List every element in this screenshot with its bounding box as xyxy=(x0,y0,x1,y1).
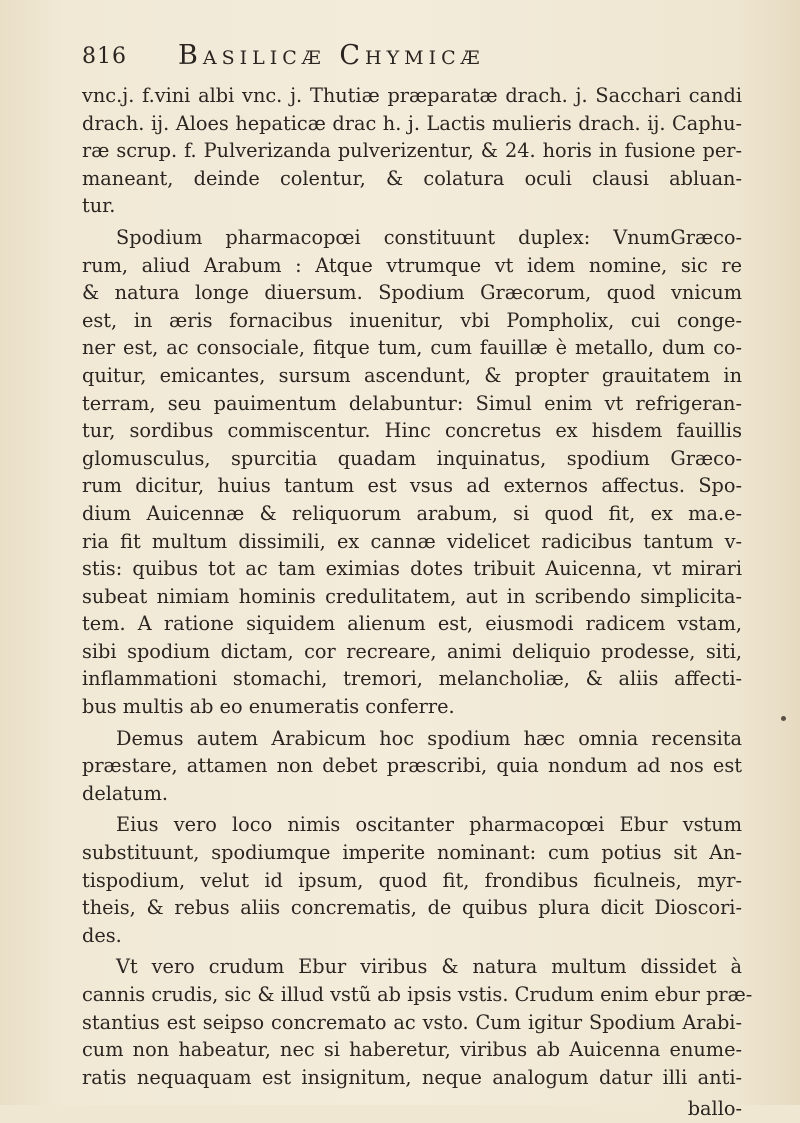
text-line: tispodium, velut id ipsum, quod fit, frondibus ficulneis, myr- xyxy=(82,868,742,892)
text-line: Demus autem Arabicum hoc spodium hæc omnia recensita xyxy=(116,726,742,750)
text-line: theis, & rebus aliis concrematis, de quibus plura dicit Dioscori- xyxy=(82,896,742,920)
text-line: maneant, deinde colentur, & colatura oculi clausi abluan- xyxy=(82,166,742,190)
page-number: 816 xyxy=(82,44,127,69)
text-line: & natura longe diuersum. Spodium Græcorum, quod vnicum xyxy=(82,281,742,305)
text-line: rum, aliud Arabum : Atque vtrumque vt idem nomine, sic re xyxy=(82,253,742,277)
text-line: delatum. xyxy=(82,781,168,805)
text-line: ria fit multum dissimili, ex cannæ videlicet radicibus tantum v- xyxy=(82,529,742,553)
text-line: tem. A ratione siquidem alienum est, eiusmodi radicem vstam, xyxy=(82,612,742,636)
text-line: tur, sordibus commiscentur. Hinc concretus ex hisdem fauillis xyxy=(82,419,742,443)
text-line: terram, seu pauimentum delabuntur: Simul enim vt refrigeran- xyxy=(82,391,742,415)
text-line: substituunt, spodiumque imperite nominant: cum potius sit An- xyxy=(82,841,742,865)
text-line: rum dicitur, huius tantum est vsus ad externos affectus. Spo- xyxy=(82,474,742,498)
text-line: drach. ij. Aloes hepaticæ drac h. j. Lactis mulieris drach. ij. Caphu- xyxy=(82,111,742,135)
text-line: Vt vero crudum Ebur viribus & natura multum dissidet à xyxy=(116,955,742,979)
text-line: cannis crudis, sic & illud vstũ ab ipsis vstis. Crudum enim ebur præ- xyxy=(82,983,753,1006)
text-line: subeat nimiam hominis credulitatem, aut in scribendo simplicita- xyxy=(82,584,742,608)
text-line: stis: quibus tot ac tam eximias dotes tribuit Auicenna, vt mirari xyxy=(82,557,742,581)
text-line: sibi spodium dictam, cor recreare, animi deliquio prodesse, siti, xyxy=(82,639,742,663)
text-line: des. xyxy=(82,923,122,947)
paragraph-arabicum xyxy=(82,725,742,808)
text-line: dium Auicennæ & reliquorum arabum, si quod fit, ex ma.e- xyxy=(82,501,742,525)
text-line: ræ scrup. f. Pulverizanda pulverizentur, & 24. horis in fusione per- xyxy=(82,139,742,163)
body-text xyxy=(82,82,753,1123)
text-line: est, in æris fornacibus inuenitur, vbi Pompholix, cui conge- xyxy=(82,308,742,332)
paragraph-crudum xyxy=(82,953,753,1091)
text-line: glomusculus, spurcitia quadam inquinatus, spodium Græco- xyxy=(82,446,742,470)
text-line: quitur, emicantes, sursum ascendunt, & propter grauitatem in xyxy=(82,363,742,387)
text-line: inflammationi stomachi, tremori, melancholiæ, & aliis affecti- xyxy=(82,667,742,691)
page-header xyxy=(82,40,742,80)
text-line: Spodium pharmacopœi constituunt duplex: VnumGræco- xyxy=(116,225,742,249)
text-line: præstare, attamen non debet præscribi, quia nondum ad nos est xyxy=(82,754,742,778)
paragraph-spodium xyxy=(82,224,742,721)
text-line: tur. xyxy=(82,194,116,218)
text-line: ner est, ac consociale, fitque tum, cum fauillæ è metallo, dum co- xyxy=(82,336,742,360)
text-line: stantius est seipso concremato ac vsto. Cum igitur Spodium Arabi- xyxy=(82,1010,742,1034)
text-line: bus multis ab eo enumeratis conferre. xyxy=(82,695,455,719)
text-line: ratis nequaquam est insignitum, neque analogum datur illi anti- xyxy=(82,1065,742,1089)
margin-ink-dot xyxy=(781,716,786,721)
text-line: Eius vero loco nimis oscitanter pharmacopœi Ebur vstum xyxy=(116,813,742,837)
paragraph-ebur xyxy=(82,811,742,949)
paragraph-recipe xyxy=(82,82,742,220)
text-line: cum non habeatur, nec si haberetur, viribus ab Auicenna enume- xyxy=(82,1038,742,1062)
text-line: vnc.j. f.vini albi vnc. j. Thutiæ præparatæ drach. j. Sacchari candi xyxy=(82,84,742,107)
running-head: Basilicæ Chymicæ xyxy=(178,40,485,71)
catchword: ballo- xyxy=(687,1097,742,1121)
